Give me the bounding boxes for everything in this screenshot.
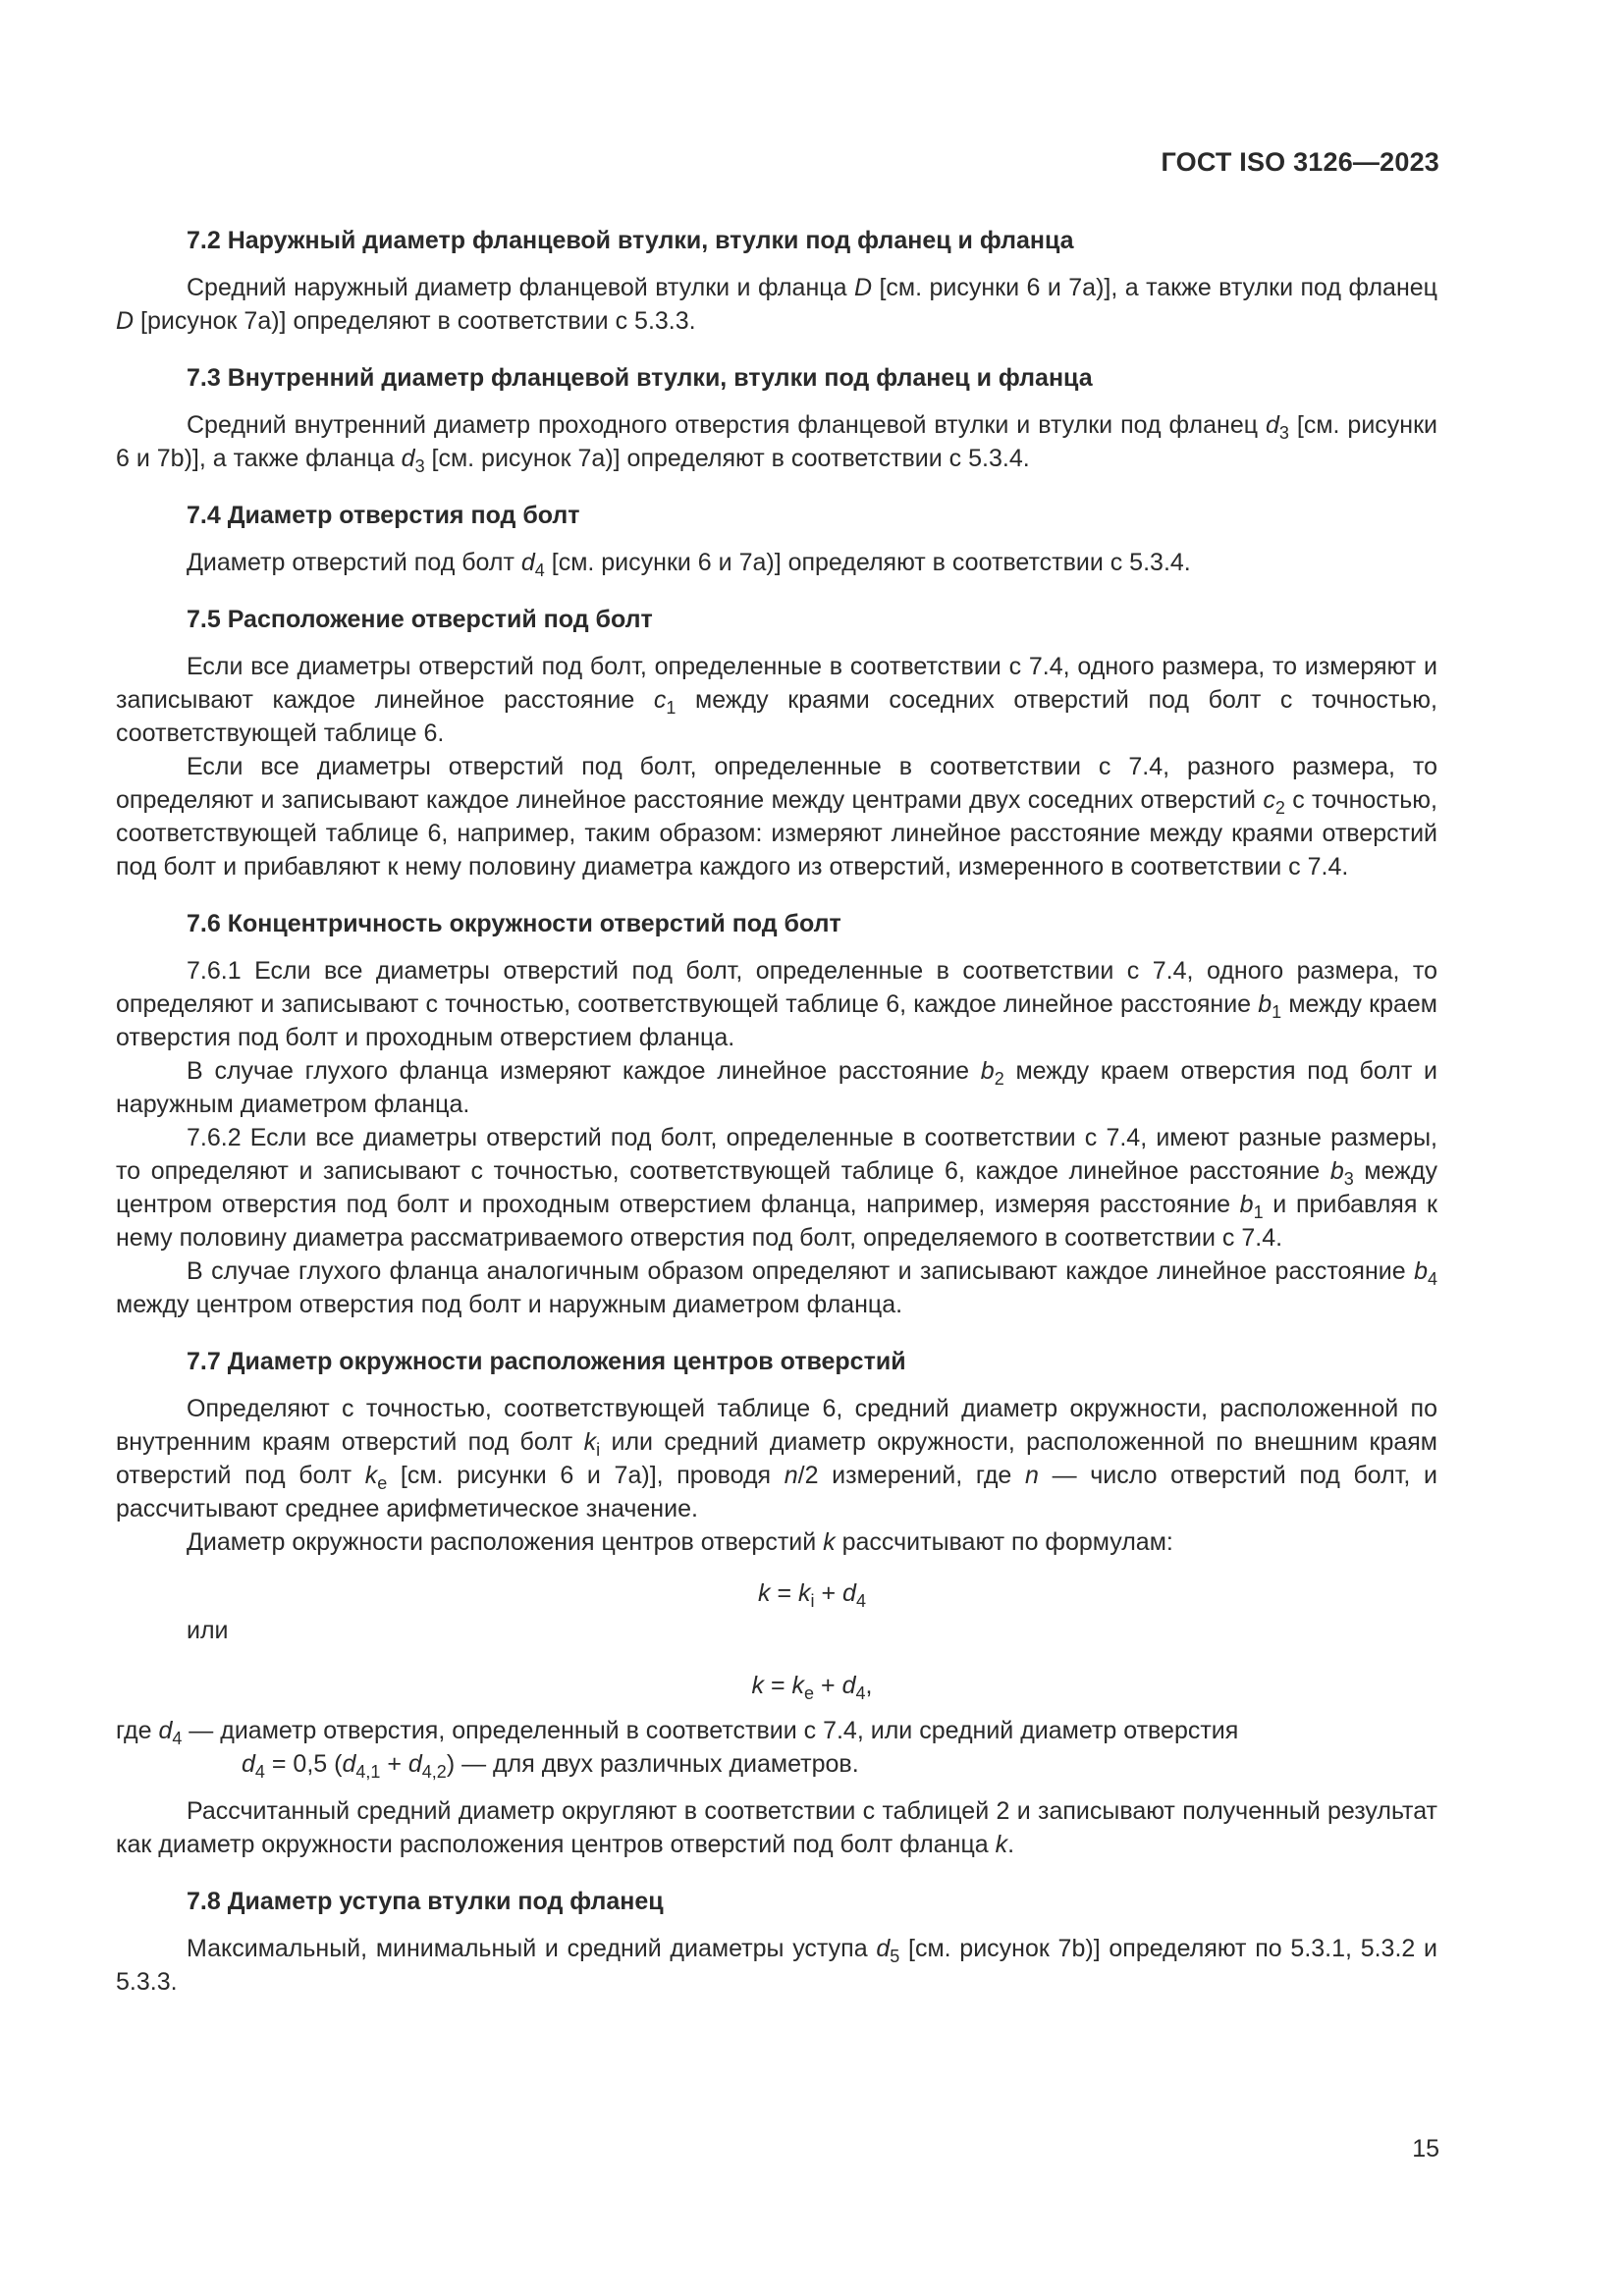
- section-7-8-paragraph: Максимальный, минимальный и средний диаметры уступа $d_5$ [см. рисунок 7b)] определяют по 5.3.1, 5.3.2 и 5.3.3.: [116, 1935, 1438, 1996]
- formula-1: $k = k_i + d_4$: [758, 1579, 866, 1611]
- section-7-4-paragraph: Диаметр отверстий под болт $d_4$ [см. рисунки 6 и 7а)] определяют в соответствии с 5.3.4.: [187, 549, 1191, 580]
- section-7-2-title: 7.2 Наружный диаметр фланцевой втулки, втулки под фланец и фланца: [187, 227, 1074, 254]
- section-7-3-title: 7.3 Внутренний диаметр фланцевой втулки, втулки под фланец и фланца: [187, 364, 1093, 392]
- page-body: [116, 137, 1437, 1999]
- formula-legend-continuation: $d_4 = 0,5$ $(d_{4,1} + d_{4,2})$ — для двух различных диаметров.: [242, 1750, 859, 1782]
- document-header: ГОСТ ISO 3126—2023: [1161, 147, 1439, 177]
- formula-or: или: [187, 1617, 229, 1644]
- section-7-3-paragraph: Средний внутренний диаметр проходного отверстия фланцевой втулки и втулки под фланец $d_3$ [см. рисунки 6 и 7b)], а также фланца $d_3$ [см. рисунок 7а)] определяют в соответствии с 5.3.4.: [116, 411, 1437, 476]
- section-7-7-paragraph-1: Определяют с точностью, соответствующей таблице 6, средний диаметр окружности, расположенной по внутренним краям отверстий под болт $k_i$ или средний диаметр окружности, расположенной по внешним краям отверстий под болт $k_e$ [см. рисунки 6 и 7а)], проводя n/2 измерений, где n — число отверстий под болт, и рассчитывают среднее арифметическое значение.: [116, 1395, 1437, 1522]
- formula-legend: где $d_4$ — диаметр отверстия, определенный в соответствии с 7.4, или средний диаметр отверстия: [116, 1717, 1239, 1748]
- section-7-8-title: 7.8 Диаметр уступа втулки под фланец: [187, 1888, 664, 1915]
- section-7-5-paragraph-1: Если все диаметры отверстий под болт, определенные в соответствии с 7.4, одного размера, то измеряют и записывают каждое линейное расстояние $c_1$ между краями соседних отверстий под болт с точностью, соответствующей таблице 6.: [116, 653, 1437, 747]
- section-7-6-2-blind-flange: В случае глухого фланца аналогичным образом определяют и записывают каждое линейное расстояние $b_4$ между центром отверстия под болт и наружным диаметром фланца.: [116, 1257, 1437, 1318]
- section-7-6-1-blind-flange: В случае глухого фланца измеряют каждое линейное расстояние $b_2$ между краем отверстия под болт и наружным диаметром фланца.: [116, 1057, 1437, 1118]
- section-7-7-paragraph-2: Диаметр окружности расположения центров отверстий k рассчитывают по формулам:: [187, 1528, 1173, 1556]
- section-7-6-title: 7.6 Концентричность окружности отверстий под болт: [187, 910, 841, 937]
- section-7-2-paragraph: Средний наружный диаметр фланцевой втулки и фланца D [см. рисунки 6 и 7а)], а также втулки под фланец D [рисунок 7а)] определяют в соответствии с 5.3.3.: [116, 274, 1437, 335]
- section-7-4-title: 7.4 Диаметр отверстия под болт: [187, 502, 580, 529]
- page-number: 15: [1412, 2135, 1439, 2163]
- section-7-7-title: 7.7 Диаметр окружности расположения центров отверстий: [187, 1348, 906, 1375]
- section-7-5-paragraph-2: Если все диаметры отверстий под болт, определенные в соответствии с 7.4, разного размера, то определяют и записывают каждое линейное расстояние между центрами двух соседних отверстий $c_2$ с точностью, соответствующей таблице 6, например, таким образом: измеряют линейное расстояние между краями отверстий под болт и прибавляют к нему половину диаметра каждого из отверстий, измеренного в соответствии с 7.4.: [116, 753, 1437, 881]
- section-7-7-paragraph-3: Рассчитанный средний диаметр округляют в соответствии с таблицей 2 и записывают полученный результат как диаметр окружности расположения центров отверстий под болт фланца k.: [116, 1797, 1437, 1858]
- formula-2: $k = k_e + d_4$,: [751, 1672, 873, 1703]
- section-7-5-title: 7.5 Расположение отверстий под болт: [187, 606, 653, 633]
- section-7-6-1-paragraph: 7.6.1 Если все диаметры отверстий под болт, определенные в соответствии с 7.4, одного размера, то определяют и записывают с точностью, соответствующей таблице 6, каждое линейное расстояние $b_1$ между краем отверстия под болт и проходным отверстием фланца.: [116, 957, 1437, 1051]
- section-7-6-2-paragraph: 7.6.2 Если все диаметры отверстий под болт, определенные в соответствии с 7.4, имеют разные размеры, то определяют и записывают с точностью, соответствующей таблице 6, каждое линейное расстояние $b_3$ между центром отверстия под болт и проходным отверстием фланца, например, измеряя расстояние $b_1$ и прибавляя к нему половину диаметра рассматриваемого отверстия под болт, определяемого в соответствии с 7.4.: [116, 1124, 1437, 1252]
